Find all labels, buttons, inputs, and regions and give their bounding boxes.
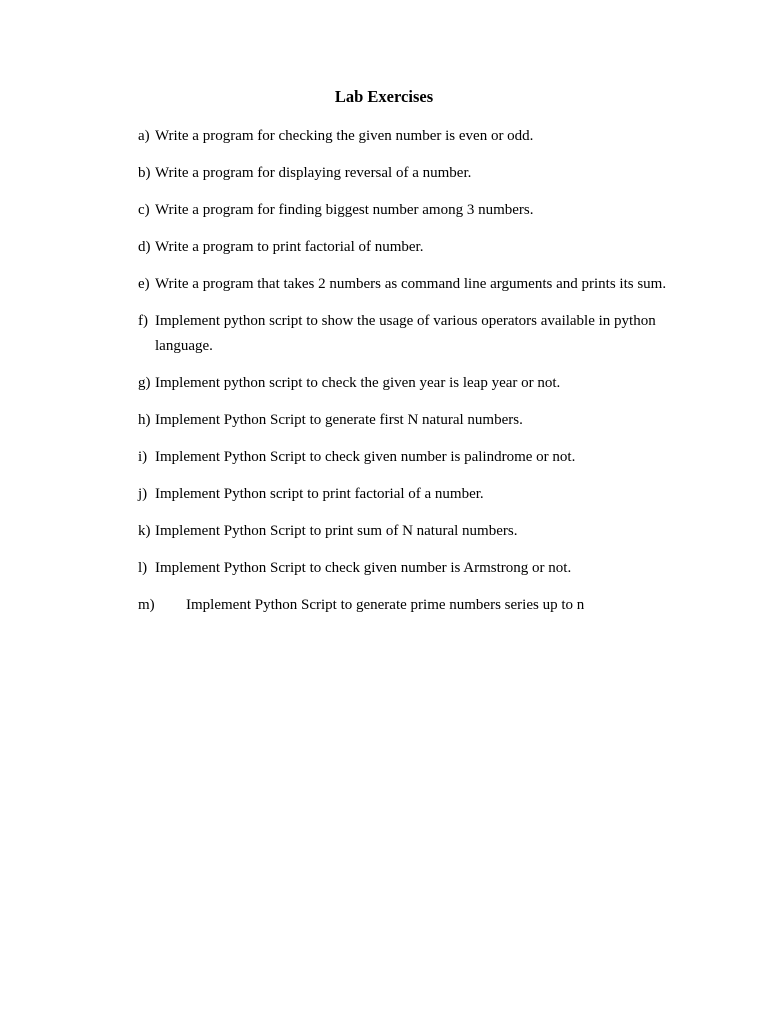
list-item-marker: l) [138,560,148,576]
list-item-text: Implement Python script to print factorial of a number. [155,486,484,502]
list-item [138,445,678,470]
list-item [138,556,678,581]
list-item [138,408,678,433]
list-item-marker: c) [138,202,150,218]
list-item [138,371,678,396]
list-item-text: Implement Python Script to generate first N natural numbers. [155,412,523,428]
exercise-list [138,124,678,630]
list-item [138,593,678,618]
list-item [138,235,678,260]
list-item-marker: d) [138,239,151,255]
list-item-text: Write a program for displaying reversal of a number. [155,165,472,181]
list-item-marker: k) [138,523,151,539]
list-item-marker: e) [138,276,150,292]
list-item [138,519,678,544]
list-item-text: Implement Python Script to generate prime numbers series up to n [186,597,585,613]
list-item-text: Implement python script to check the given year is leap year or not. [155,375,561,391]
list-item [138,161,678,186]
list-item-marker: m) [138,597,155,613]
page-title: Lab Exercises [334,87,434,106]
list-item-text: Implement Python Script to print sum of N natural numbers. [155,523,518,539]
list-item [138,482,678,507]
list-item [138,124,678,149]
list-item-text: Write a program that takes 2 numbers as command line arguments and prints its sum. [155,276,667,292]
list-item-marker: h) [138,412,151,428]
list-item-text: Write a program to print factorial of number. [155,239,424,255]
list-item-text: Write a program for finding biggest number among 3 numbers. [155,202,534,218]
list-item-marker: i) [138,449,148,465]
list-item-marker: b) [138,165,151,181]
list-item-text: Implement python script to show the usage of various operators available in python language. [155,313,656,354]
list-item-marker: j) [138,486,148,502]
list-item-marker: f) [138,313,148,329]
list-item-text: Implement Python Script to check given number is Armstrong or not. [155,560,572,576]
list-item [138,198,678,223]
list-item [138,309,678,359]
list-item-text: Write a program for checking the given number is even or odd. [155,128,534,144]
list-item [138,272,678,297]
list-item-marker: a) [138,128,150,144]
list-item-marker: g) [138,375,151,391]
list-item-text: Implement Python Script to check given number is palindrome or not. [155,449,576,465]
